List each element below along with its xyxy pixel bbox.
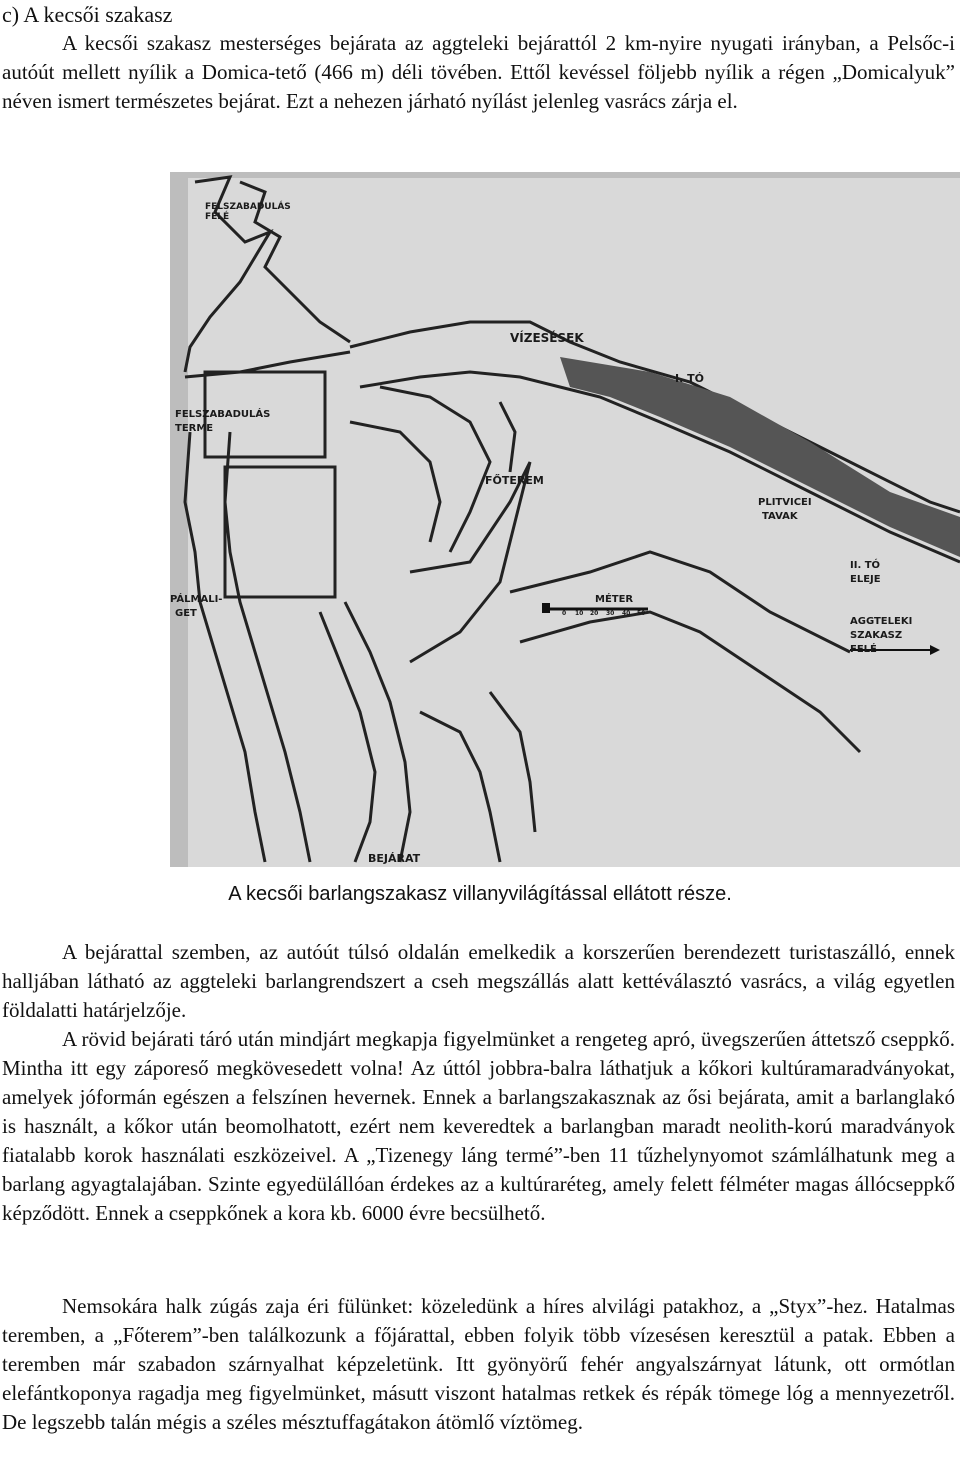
label-felszabadulas-terme-1: FELSZABADULÁS (175, 409, 271, 420)
label-top-left-2: FELÉ (205, 212, 230, 222)
label-bejarat: BEJÁRAT (368, 852, 421, 865)
scale-tick-2: 20 (590, 610, 599, 617)
label-aggteleki-1: AGGTELEKI (850, 616, 913, 627)
scale-tick-3: 30 (606, 610, 615, 617)
label-plitvicei-2: TAVAK (762, 511, 798, 522)
label-aggteleki-3: FELÉ (850, 644, 877, 655)
label-i-to: I. TÓ (675, 372, 704, 385)
scale-tick-5: 50 (637, 610, 646, 617)
scale-tick-1: 10 (575, 610, 584, 617)
label-palmaliget-1: PÁLMALI- (170, 594, 223, 605)
label-felszabadulas-terme-2: TERME (175, 423, 214, 434)
scale-tick-0: 0 (562, 610, 567, 617)
scale-tick-4: 40 (622, 610, 631, 617)
body-paragraph-2: A rövid bejárati táró után mindjárt megkapja figyelmünket a rengeteg apró, üvegszerűen áttetsző cseppkő. Mintha itt egy záporeső megkövesedett volna! Az úttól jobbra-balra láthatjuk a kőkori kultúramaradványokat, amelyek jóformán egészen a felszínen hevernek. Ennek a barlangszakasznak az ősi bejárata, amit a barlanglakó is használt, a kőkor után beomolhatott, ezért nem keveredtek a barlangban maradt neolith-korú maradványok fiatalabb korok használati eszközeivel. A „Tizenegy láng termé”-ben 11 tűzhelynyomot számlálhatunk meg a barlang agyagtalajában. Szinte egyedülállóan érdekes az a kultúraréteg, amely felett félméter magas állócseppkő képződött. Ennek a cseppkőnek a kora kb. 6000 évre becsülhető. (2, 1027, 955, 1225)
label-palmaliget-2: GET (175, 608, 197, 619)
label-top-left-1: FELSZABADULÁS (205, 202, 291, 212)
body-paragraph-3: Nemsokára halk zúgás zaja éri fülünket: közeledünk a híres alvilági patakhoz, a „Styx”-hez. Hatalmas teremben, a „Főterem”-ben találkozunk a főjárattal, ebben folyik több vízesésen keresztül a patak. Ebben a teremben már szabadon szárnyalhat képzeletünk. Itt gyönyörű fehér angyalszárnyat látunk, ott ormótlan elefántkoponya ragadja meg figyelmünket, másutt viszont hatalmas retkek és répák tömege lóg a mennyezetről. De legszebb talán mégis a széles mésztuffagátakon átömlő víztömeg. (2, 1294, 955, 1434)
label-ii-to-2: ELEJE (850, 574, 881, 585)
label-vizesesek: VÍZESÉSEK (510, 331, 584, 345)
label-meter: MÉTER (595, 594, 634, 605)
label-aggteleki-2: SZAKASZ (850, 630, 903, 641)
section-heading: c) A kecsői szakasz (2, 2, 173, 27)
label-foterem: FŐTEREM (485, 474, 544, 487)
label-plitvicei-1: PLITVICEI (758, 497, 812, 508)
figure-caption: A kecsői barlangszakasz villanyvilágítással ellátott része. (228, 883, 732, 905)
label-ii-to-1: II. TÓ (850, 560, 881, 571)
cave-map (170, 172, 960, 867)
body-paragraph-1: A bejárattal szemben, az autóút túlsó oldalán emelkedik a korszerűen berendezett turistaszálló, ennek halljában látható az aggteleki barlangrendszert a cseh megszállás alatt kettéválasztó vasrács, a világ egyetlen földalatti határjelzője. (2, 940, 955, 1022)
intro-paragraph: A kecsői szakasz mesterséges bejárata az aggteleki bejárattól 2 km-nyire nyugati irányban, a Pelsőc-i autóút mellett nyílik a Domica-tető (466 m) déli tövében. Ettől kevéssel följebb nyílik a régen „Domicalyuk” néven ismert természetes bejárat. Ezt a nehezen járható nyílást jelenleg vasrács zárja el. (2, 31, 955, 113)
